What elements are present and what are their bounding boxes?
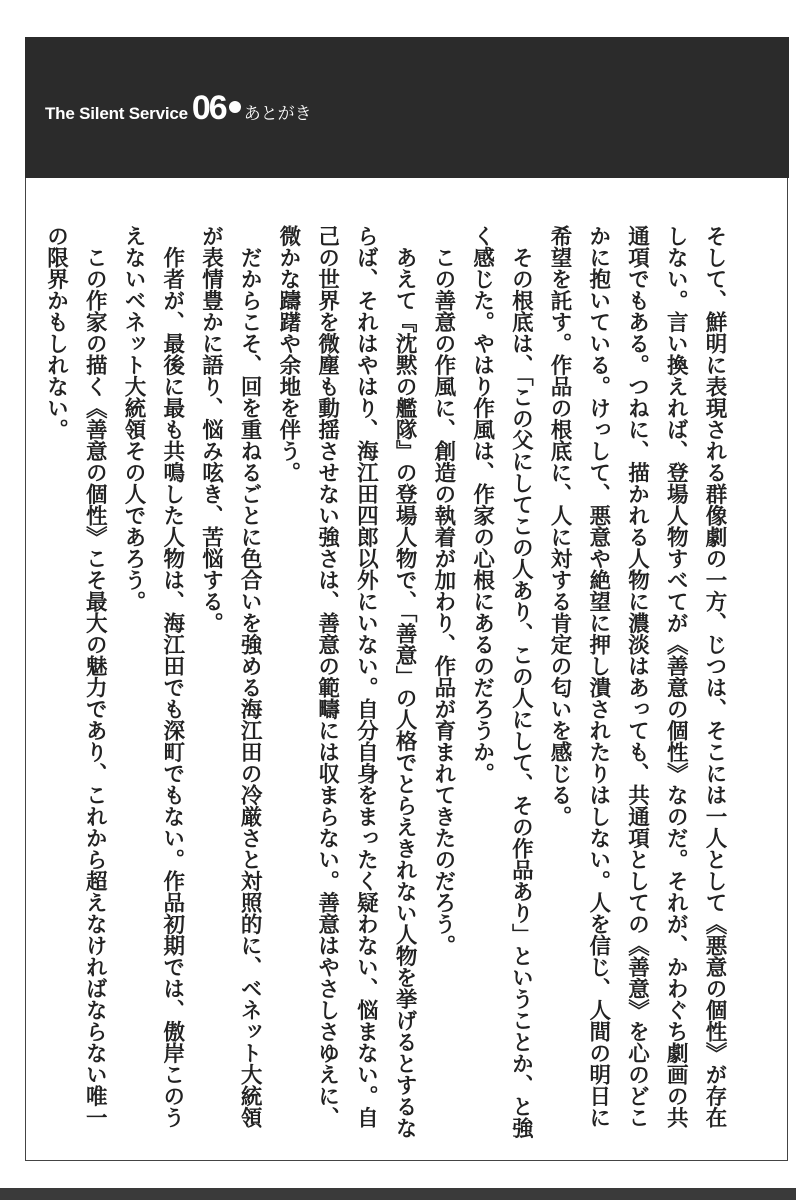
bullet-dot-icon (229, 101, 241, 113)
text-column: しない。言い換えれば、登場人物すべてが《善意の個性》なのだ。それが、かわぐち劇画の共 (663, 225, 689, 1128)
text-column: の限界かもしれない。 (43, 225, 69, 440)
text-column: この作家の描く《善意の個性》こそ最大の魅力であり、これから超えなければならない唯一 (82, 225, 108, 1128)
page-bottom-strip (0, 1188, 796, 1200)
text-column: 通項でもある。つねに、描かれる人物に濃淡はあっても、共通項としての《善意》を心のどこ (624, 225, 650, 1128)
text-column: かに抱いている。けっして、悪意や絶望に押し潰されたりはしない。人を信じ、人間の明日に (585, 225, 611, 1128)
text-column: 己の世界を微塵も動揺させない強さは、善意の範疇には収まらない。善意はやさしさゆえに、 (314, 225, 340, 1128)
text-column: えないベネット大統領その人であろう。 (120, 225, 146, 612)
text-column: 希望を託す。作品の根底に、人に対する肯定の匂いを感じる。 (547, 225, 573, 827)
header-title (45, 89, 312, 128)
header-banner (25, 37, 789, 178)
text-column: そして、鮮明に表現される群像劇の一方、じつは、そこには一人として《悪意の個性》が存在 (701, 225, 727, 1128)
text-column: この善意の作風に、創造の執着が加わり、作品が育まれてきたのだろう。 (430, 225, 456, 956)
series-name: The Silent Service (45, 104, 188, 123)
section-title: あとがき (243, 104, 312, 124)
text-column: 作者が、最後に最も共鳴した人物は、海江田でも深町でもない。作品初期では、傲岸このう (159, 225, 185, 1128)
text-column: 微かな躊躇や余地を伴う。 (275, 225, 301, 483)
text-column: く感じた。やはり作風は、作家の心根にあるのだろうか。 (469, 225, 495, 784)
text-column: らば、それはやはり、海江田四郎以外にいない。自分自身をまったく疑わない、悩まない。自 (353, 225, 379, 1128)
text-column: だからこそ、回を重ねるごとに色合いを強める海江田の冷厳さと対照的に、ベネット大統領 (237, 225, 263, 1128)
vertical-text-body (45, 225, 725, 1155)
text-column: が表情豊かに語り、悩み呟き、苦悩する。 (198, 225, 224, 634)
text-column: その根底は、「この父にしてこの人あり、この人にして、その作品あり」ということか、と強 (508, 225, 534, 1139)
text-column: あえて『沈黙の艦隊』の登場人物で、「善意」の人格でとらえきれない人物を挙げるとするな (392, 225, 418, 1139)
volume-number: 06 (191, 89, 226, 127)
